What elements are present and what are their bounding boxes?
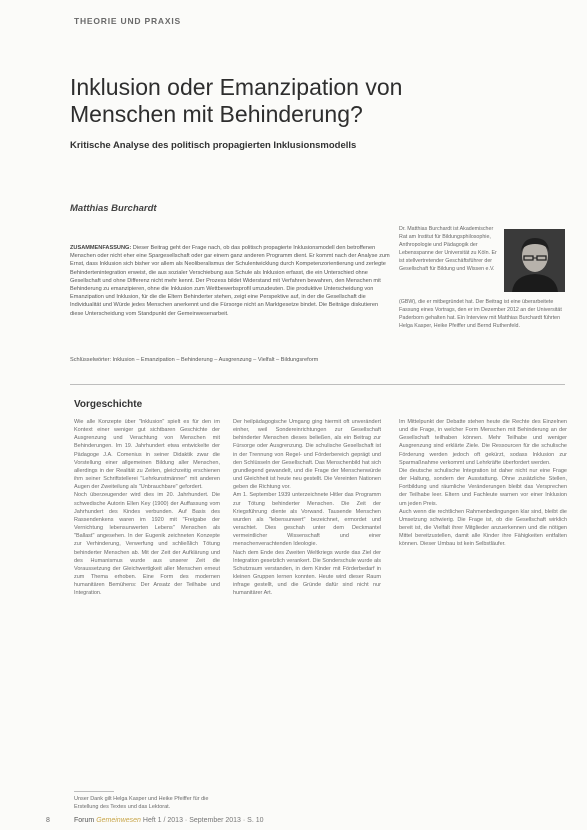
paragraph: Der heilpädagogische Umgang ging hiermit oft unverändert einher, weil Sondereinrichtungen zur Gesellschaft behinderter Menschen dieses beließen, als ein Beitrag zur Fürsorge oder Ausgrenzung. Die schulische Gesellschaft ist in der Trennung von Regel- und Förderbereich geprägt und den Schlüsseln der Gesellschaft. Das Menschenbild hat sich grundlegend gewandelt, und die Frage der Menschenwürde und Gleichheit ist heute neu gestellt. Die Vereinten Nationen geben die Richtung vor. [233,419,381,491]
paragraph: Auch wenn die rechtlichen Rahmenbedingungen klar sind, bleibt die Umsetzung schwierig. Die Frage ist, ob die Gesellschaft wirklich bereit ist, die Vielfalt ihrer Mitglieder anzuerkennen und die nötigen Mittel bereitzustellen, damit alle Kinder ihre Fähigkeiten entfalten können. Dieser Umbau ist kein Selbstläufer. [399,508,567,548]
journal-name: Forum [74,817,95,824]
footnote: Unser Dank gilt Helga Kasper und Heike Pfeiffer für die Erstellung des Textes und das Lektorat. [74,796,209,810]
article-subtitle: Kritische Analyse des politisch propagierten Inklusionsmodells [70,140,357,151]
paragraph: Am 1. September 1939 unterzeichnete Hitler das Programm zur Tötung behinderter Menschen. Die Zeit der Kriegsführung diente als Vorwand. Tausende Menschen wurden als "lebensunwert" bezeichnet, ermordet und verachtet. Dies geschah unter dem Deckmantel vermeintlicher Wissenschaft und einer menschenverachtenden Ideologie. [233,492,381,548]
summary [70,244,392,318]
article-title: Inklusion oder Emanzipation von Menschen mit Behinderung? [70,74,403,127]
section-label: THEORIE UND PRAXIS [74,16,181,26]
journal-accent: Gemeinwesen [96,817,141,824]
author-bio-continued: (GBW), die er mitbegründet hat. Der Beitrag ist eine überarbeitete Fassung eines Vortrags, den er im Dezember 2012 an der Universität Paderborn gehalten hat. Ein Interview mit Matthias Burchardt führten Helga Kasper, Heike Pfeiffer und Bernd Ruthenfeld. [399,299,562,330]
page-number: 8 [46,817,50,824]
paragraph: Nach dem Ende des Zweiten Weltkriegs wurde das Ziel der Integration gesetzlich verankert. Die Sonderschule wurde als Schutzraum verstanden, in dem Kinder mit Förderbedarf in kleinen Gruppen lernen konnten. Heute wird dieser Raum infrage gestellt, und die Gründe dafür sind nicht nur humanitärer Art. [233,549,381,597]
paragraph: Im Mittelpunkt der Debatte stehen heute die Rechte des Einzelnen und die Frage, in welcher Form Menschen mit Behinderung an der Gesellschaft teilhaben können. Mehr Teilhabe und weniger Ausgrenzung sind erklärte Ziele. Die Ressourcen für die schulische Förderung werden jedoch oft gekürzt, sodass Inklusion zur Sparmaßnahme verkommt und Lehrkräfte überfordert werden. [399,419,567,466]
divider [70,384,565,385]
page-footer [74,817,264,824]
issue-info: Heft 1 / 2013 · September 2013 · S. 10 [142,817,264,824]
paragraph: Wie alle Konzepte über "Inklusion" spielt es für den im Kontext einer weniger gut sichtbaren Geschichte der Ausgrenzung und Verachtung von Menschen mit Behinderungen. Im 19. Jahrhundert etwa entwickelte der Pädagoge J.A. Comenius in seiner Didaktik zwar die Vorstellung einer allgemeinen Bildung aller Menschen, allerdings in der Realität zu Zeiten, gleichzeitig erschienen ihm seiner Schriftstellerei "Lehrkunstmänner" mit anderen Augen der Zweiteilung als "Unbrauchbare" gefordert. [74,419,220,491]
paragraph: Die deutsche schulische Integration ist daher nicht nur eine Frage der Haltung, sondern der Ausstattung. Ohne zusätzliche Stellen, Fortbildung und räumliche Veränderungen bleibt das Versprechen der Teilhabe leer. Eltern und Fachleute warnen vor einer Inklusion um jeden Preis. [399,467,567,507]
footnote-divider [74,791,114,792]
author-name: Matthias Burchardt [70,203,157,214]
summary-label: ZUSAMMENFASSUNG: [70,245,132,251]
author-bio: Dr. Matthias Burchardt ist Akademischer Rat am Institut für Bildungsphilosophie, Anthropologie und Pädagogik der Lebensspanne der Universität zu Köln. Er ist stellvertretender Geschäftsführer der Gesellschaft für Bildung und Wissen e.V. [399,226,497,273]
body-column-3 [399,418,567,814]
body-column-2 [233,418,381,814]
author-photo [504,229,565,292]
paragraph: Noch überzeugender wird dies im 20. Jahrhundert. Die schwedische Autorin Ellen Key (1900) der Auffassung vom Jahrhundert des Kindes verbunden. Auf Basis des Rassendenkens waren im 1920 mit "Freigabe der Vernichtung lebensunwerten Lebens" Menschen als "Ballast" angesehen. In der Eugenik zeichneten Konzepte zur Verhinderung, Verwerfung und schließlich Tötung behinderter Menschen ab. Mit der Zeit der Aufklärung und des Humanismus wurde aus unserer Zeit die Voraussetzung der Gleichwertigkeit aller Menschen erneut zum Thema erhoben. Eine Form des modernen humanitären Bemühens: Der Ansatz der Teilhabe und Integration. [74,492,220,597]
keywords: Schlüsselwörter: Inklusion – Emanzipation – Behinderung – Ausgrenzung – Vielfalt – Bildungsreform [70,357,319,363]
summary-text: Dieser Beitrag geht der Frage nach, ob das politisch propagierte Inklusionsmodell den betroffenen Menschen oder nicht eher eine Spargesellschaft oder gar einem ganz anderen Programm dient. Er kommt nach der Analyse zum Ernst, dass Inklusion sich bisher vor allem als Neoliberalismus der Schulentwicklung durch Kompetenzorientierung und zerlegte Behindertenintegration erweist, die aus sozialer Verschiebung aus Schule als Inklusion erfasst, die ein Unterschied ohne Gesellschaft und ohne Differenz nicht mehr kennt. Der Prozess bildet Widerstand mit Verfahren bewahren, den Menschen mit Behinderung zu emanzipieren, ohne die Inklusion zum Wettbewerbsprofil umzudeuten. Die produktive Unterscheidung von Emanzipation und Inklusion, für die die Eltern Behinderter stehen, zeigt eine Perspektive auf, in der die Gesellschaft die Individualität und Würde jedes Menschen anerkennt und die Fürsorge nicht an Marktgesetze bindet. Die Beiträge diskutieren diese Unterscheidung vom Standpunkt der Gemeinwesenarbeit. [70,245,390,317]
body-column-1 [74,418,220,790]
section-heading: Vorgeschichte [74,399,143,410]
